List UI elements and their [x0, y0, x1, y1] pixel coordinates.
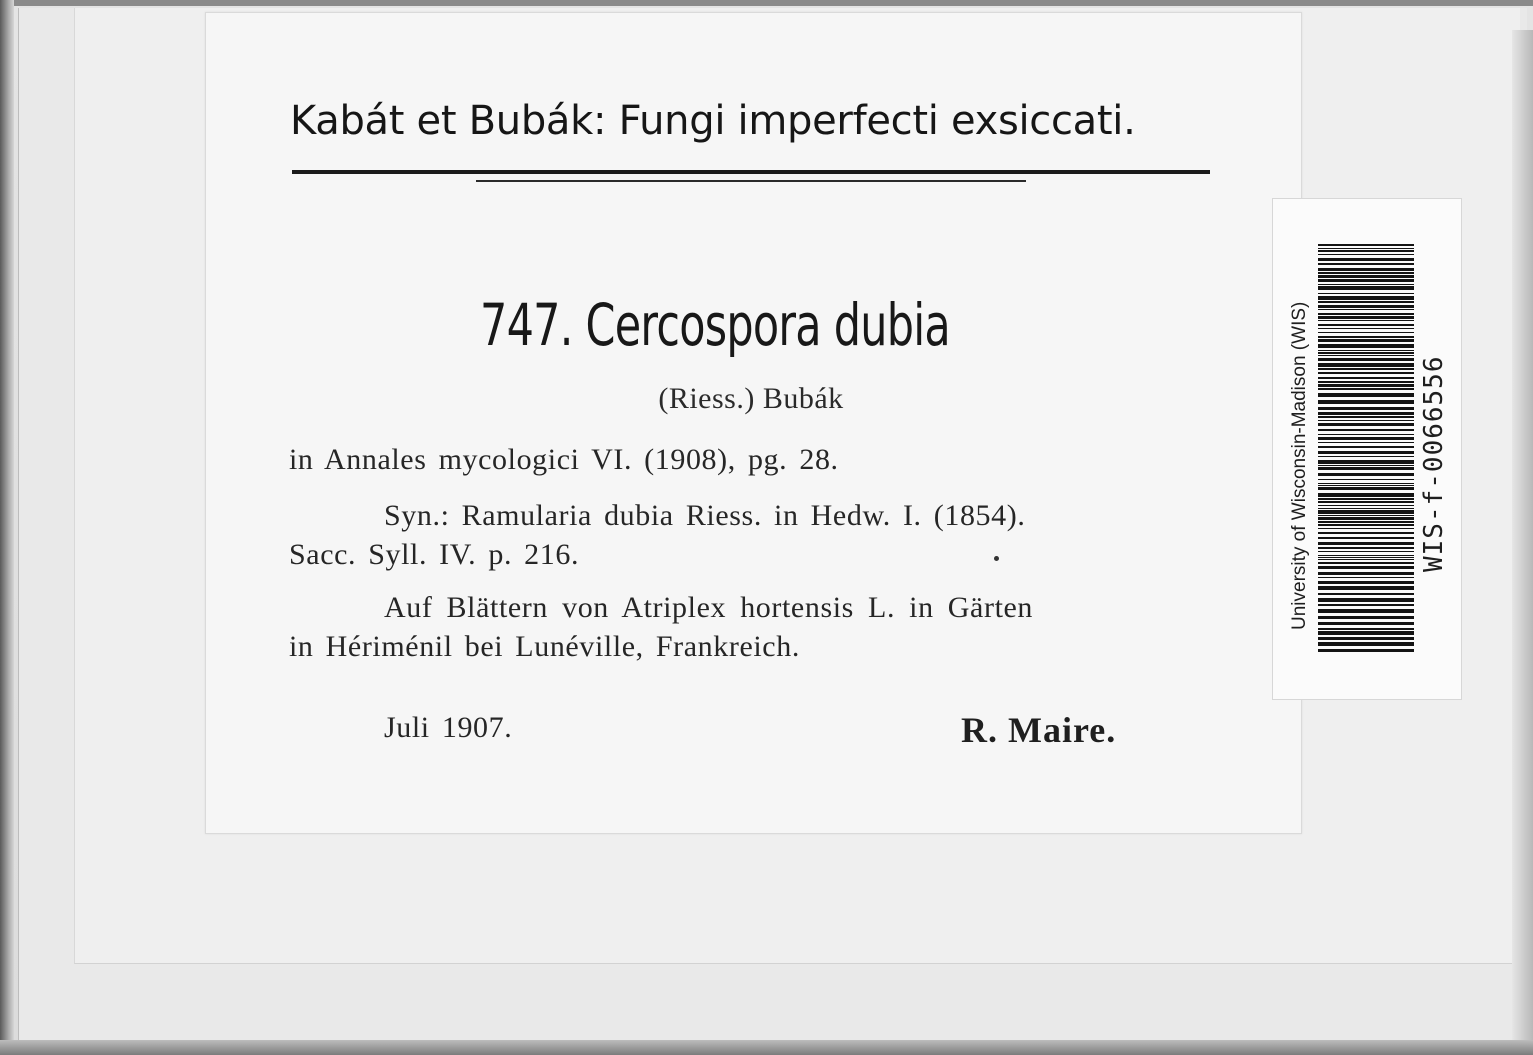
publication-reference: in Annales mycologici VI. (1908), pg. 28.	[289, 443, 839, 476]
barcode-bar	[1318, 363, 1414, 367]
barcode-bar	[1318, 467, 1414, 470]
barcode-bar	[1318, 642, 1414, 646]
barcode-bar	[1318, 609, 1414, 613]
barcode-bar	[1318, 272, 1414, 274]
barcode-bar	[1318, 352, 1414, 354]
barcode-bar	[1318, 258, 1414, 261]
barcode-bar	[1318, 372, 1414, 374]
sheet-top-edge	[14, 0, 1533, 6]
barcode-bar	[1318, 572, 1414, 575]
barcode-bar	[1318, 577, 1414, 578]
barcode-bar	[1318, 336, 1414, 338]
species-authority-text: (Riess.) Bubák	[658, 382, 844, 415]
barcode-bar	[1318, 586, 1414, 590]
barcode-bar	[1318, 483, 1414, 484]
barcode-bar	[1318, 416, 1414, 418]
barcode-bar	[1318, 332, 1414, 333]
collector-name: R. Maire.	[961, 710, 1117, 750]
barcode-bar	[1318, 598, 1414, 602]
ink-dot	[994, 556, 999, 561]
barcode-bar	[1318, 316, 1414, 319]
barcode-bar	[1318, 328, 1414, 329]
barcode-bar	[1318, 515, 1414, 516]
barcode-bar	[1318, 532, 1414, 534]
barcode-bar	[1318, 479, 1414, 480]
barcode-bar	[1318, 412, 1414, 415]
sheet-bottom-edge	[0, 1040, 1533, 1055]
barcode-bar	[1318, 505, 1414, 506]
barcode-bar	[1318, 393, 1414, 397]
barcode-bar	[1318, 537, 1414, 539]
barcode-bar	[1318, 301, 1414, 303]
barcode-bar	[1318, 407, 1414, 410]
barcode-bar	[1318, 248, 1414, 249]
barcode-bar	[1318, 377, 1414, 379]
barcode-bar	[1318, 381, 1414, 383]
barcode-bar	[1318, 434, 1414, 435]
barcode-bar	[1318, 244, 1414, 246]
barcode-bar	[1318, 344, 1414, 348]
barcode-bar	[1318, 293, 1414, 294]
barcode-bar	[1318, 296, 1414, 300]
habitat-line-1: Auf Blättern von Atriplex hortensis L. in Gärten	[384, 591, 1034, 624]
barcode-bar	[1318, 631, 1414, 635]
barcode-bar	[1318, 358, 1414, 361]
barcode-bar	[1318, 604, 1414, 606]
barcode-bar	[1318, 442, 1414, 443]
species-authority	[206, 379, 1296, 419]
collection-date: Juli 1907.	[384, 711, 513, 744]
barcode-bar	[1318, 485, 1414, 486]
barcode-bar	[1318, 420, 1414, 421]
barcode-bar	[1318, 501, 1414, 503]
habitat-line-2: in Hériménil bei Lunéville, Frankreich.	[289, 630, 800, 663]
barcode-bar	[1318, 368, 1414, 370]
barcode-bar	[1318, 510, 1414, 514]
barcode-bar	[1318, 566, 1414, 569]
barcode-bar	[1318, 542, 1414, 545]
barcode-bar	[1318, 429, 1414, 431]
barcode-bar	[1318, 263, 1414, 265]
barcode-bar	[1318, 637, 1414, 640]
barcode-specimen-id: WIS-f-0066556	[1419, 355, 1449, 572]
header-rule-thin	[476, 180, 1026, 182]
synonym-line-2: Sacc. Syll. IV. p. 216.	[289, 538, 580, 571]
barcode-bar	[1318, 350, 1414, 351]
barcode-bar	[1318, 355, 1414, 356]
barcode-bar	[1318, 557, 1414, 558]
barcode-bar	[1318, 508, 1414, 509]
barcode-bar	[1318, 309, 1414, 310]
barcode-bar	[1318, 250, 1414, 252]
barcode-bar	[1318, 275, 1414, 278]
barcode-bar	[1318, 437, 1414, 440]
barcode-bar	[1318, 465, 1414, 466]
barcode-bar	[1318, 279, 1414, 282]
barcode-bar	[1318, 498, 1414, 500]
barcode-bar	[1318, 388, 1414, 390]
barcode-bar	[1318, 423, 1414, 426]
barcode-bar	[1318, 400, 1414, 404]
barcode-bar	[1318, 284, 1414, 285]
barcode-bar	[1318, 446, 1414, 448]
barcode-bar	[1318, 616, 1414, 619]
barcode-bar	[1318, 517, 1414, 520]
barcode-bar	[1318, 551, 1414, 552]
barcode-bar	[1318, 286, 1414, 290]
barcode-bar	[1318, 339, 1414, 342]
barcode-bar	[1318, 313, 1414, 315]
barcode-bar	[1318, 547, 1414, 549]
barcode-bar	[1318, 305, 1414, 308]
barcode-icon	[1318, 244, 1414, 652]
barcode-bar	[1318, 622, 1414, 625]
barcode-bar	[1318, 593, 1414, 595]
barcode-bar	[1318, 268, 1414, 271]
exsiccata-series-title: Kabát et Bubák: Fungi imperfecti exsiccati.	[290, 98, 1136, 144]
barcode-bar	[1318, 521, 1414, 523]
barcode-bar	[1318, 555, 1414, 556]
barcode-bar	[1318, 460, 1414, 464]
folder-right-edge	[1512, 30, 1533, 1040]
barcode-institution-text: University of Wisconsin-Madison (WIS)	[1289, 301, 1310, 630]
barcode-bar	[1318, 493, 1414, 497]
barcode-bar	[1318, 487, 1414, 490]
barcode-bar	[1318, 320, 1414, 321]
barcode-bar	[1318, 456, 1414, 457]
sheet-left-shadow	[0, 0, 14, 1055]
barcode-bar	[1318, 649, 1414, 652]
synonym-line-1: Syn.: Ramularia dubia Riess. in Hedw. I. (1854).	[384, 499, 1026, 532]
barcode-bar	[1318, 581, 1414, 584]
barcode-bar	[1318, 384, 1414, 387]
species-name: 747. Cercospora dubia	[480, 291, 950, 359]
barcode-bar	[1318, 254, 1414, 255]
barcode-bar	[1318, 628, 1414, 630]
barcode-bar	[1318, 324, 1414, 326]
barcode-bar	[1318, 528, 1414, 529]
specimen-label	[205, 12, 1302, 834]
barcode-bar	[1318, 524, 1414, 526]
header-rule-thick	[292, 170, 1210, 174]
barcode-bar	[1318, 473, 1414, 476]
barcode-bar	[1318, 559, 1414, 560]
barcode-bar	[1318, 562, 1414, 564]
barcode-bar	[1318, 451, 1414, 454]
